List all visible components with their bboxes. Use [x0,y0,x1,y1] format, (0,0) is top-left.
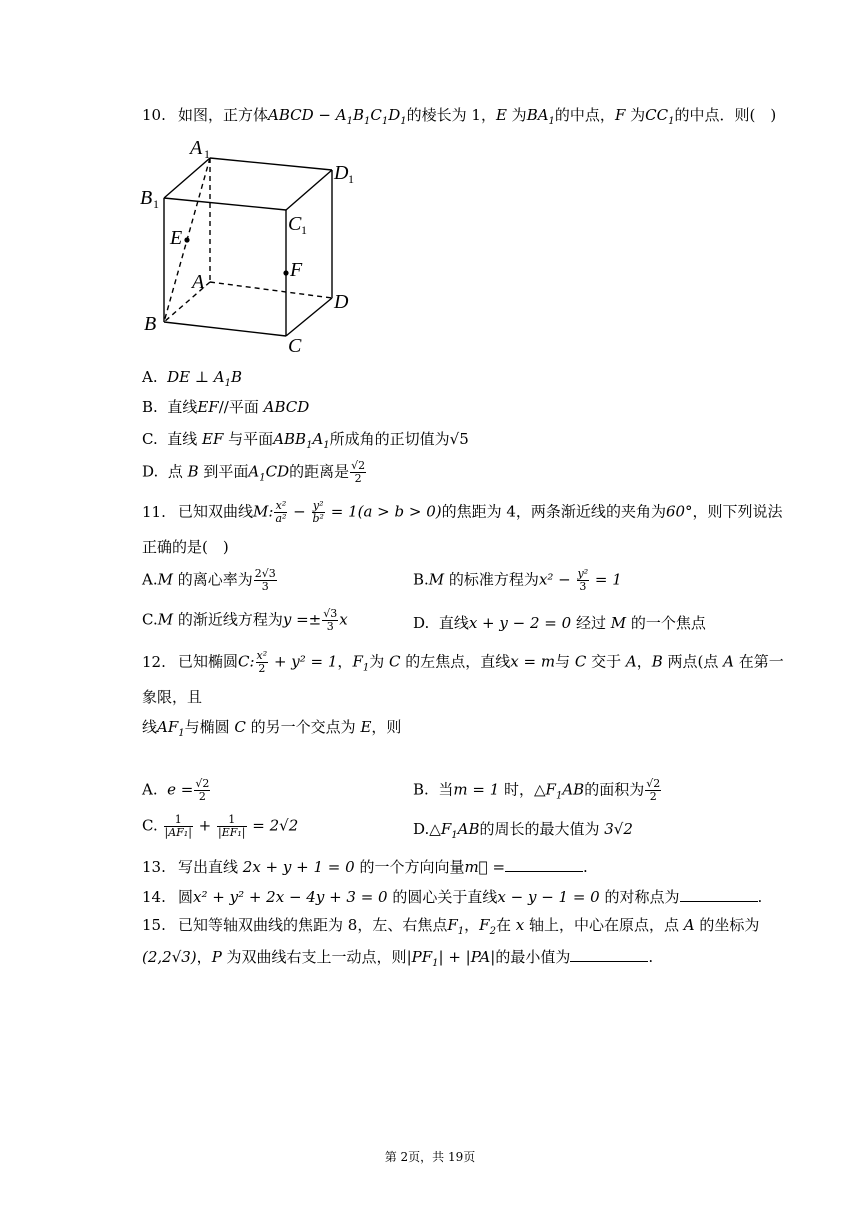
q14-text: 的对称点为 [599,888,680,906]
option-math: m = 1 [453,780,500,799]
q12-text: ，则 [371,718,402,736]
q10-option-d: D. 点 B 到平面$A_1CD$的距离是 $\frac{√2}{2}$ [142,459,366,485]
q12-text: 与椭圆 [184,718,235,736]
q10-math: BA [526,106,549,124]
q10-text: 为 [506,106,527,124]
q12-math: A [723,652,735,671]
label-sub: 1 [204,147,210,161]
q13-math: 2x + y + 1 = 0 [242,858,355,876]
option-math: B [187,462,199,481]
q12-text: 与 [555,652,575,671]
q12-option-a [142,778,211,808]
q10-text: 为 [625,106,646,124]
q14-text: 圆 [178,888,194,906]
q13-text: . [583,858,588,876]
option-label: A. [142,570,158,589]
q12-option-d: $D.\triangle F_1AB$的周长的最大值为 3√2 [413,820,633,841]
q12-option-b: B. 当m = 1 时，$\triangle F_1AB$的面积为 $\frac{√2}{2}$ [413,777,661,803]
q12-math: A [625,652,637,671]
option-label: B. [413,780,429,799]
option-label: A. [142,368,158,386]
option-label: B. [413,570,429,589]
q12-math: x = m [510,652,556,671]
option-math: M [428,570,445,589]
q10-text: 如图，正方体 [178,106,269,124]
option-math: x [339,610,348,629]
label-d: D [334,291,349,313]
label-sub: 1 [348,172,354,186]
option-text: 的周长的最大值为 [479,820,605,838]
option-text: △ [429,820,441,838]
q11-text: ，则下列说法 [692,502,783,521]
option-math: M [157,570,173,589]
q15-math: |PF [406,948,433,966]
option-math: x + y − 2 = 0 [468,614,572,632]
q15-math: (2,2√3) [142,948,197,966]
q12-number: 12. [142,652,166,671]
q11-stem-line2: 正确的是( ) [142,538,229,556]
q11-option-b [413,568,622,598]
q11-math: − [288,502,311,521]
fraction: $\frac{√2}{2}$ [195,777,210,803]
answer-blank[interactable] [505,857,583,872]
label-b: B [144,313,157,335]
q14-text: 的圆心关于直线 [387,888,498,906]
option-text: 时，△ [499,780,546,799]
fraction: $\frac{\text{y²}}{3}$ [577,567,589,593]
option-math: ABB [273,430,307,448]
q12-text: 交于 [586,652,626,671]
q14 [142,886,762,908]
q11-text: 的焦距为 4，两条渐近线的夹角为 [441,502,666,521]
fraction: $\frac{\text{x²}}{2}$ [256,649,268,675]
q11-number: 11. [142,502,166,521]
q15-math: F [479,916,490,934]
q12-math: B [651,652,663,671]
fraction: $\frac{\text{y²}}{\text{b²}}$ [312,499,324,525]
q15-text: 已知等轴双曲线的焦距为 8，左、右焦点 [178,916,448,934]
q15-math: x [515,916,525,934]
option-math: M [610,614,627,632]
option-math: ABCD [263,398,310,416]
option-text: 经过 [571,614,611,632]
q15-math: A [683,916,695,934]
q15-math: F [447,916,458,934]
q12-math: F [352,652,363,671]
option-text: 直线 [167,430,203,448]
option-math: AB [457,820,480,838]
q13-number: 13. [142,858,166,876]
q13-math: m⃗ [464,858,488,876]
q10-math: F [614,106,626,124]
q12-text: 为 [369,652,390,671]
q12-text: 在第一 [734,652,784,671]
q10-text: 的中点， [554,106,615,124]
point-e [184,237,189,242]
option-math: 3√2 [604,820,633,838]
q10-text: 的棱长为 1， [406,106,496,124]
q11-math: 60° [665,502,693,521]
option-text: 点 [167,462,188,481]
q12-text: 的左焦点，直线 [400,652,511,671]
option-math: x² − [538,570,576,589]
option-math: F [440,820,452,838]
option-text: 的一个焦点 [626,614,706,632]
option-math: y =± [282,610,322,629]
option-math: EF [197,398,219,416]
q15-text: 轴上，中心在原点，点 [524,916,684,934]
option-math: AB [562,780,585,799]
fraction: $\frac{1}{\text{|AF₁|}}$ [164,813,192,839]
q12-math: C [574,652,587,671]
q11-math: M: [253,502,274,521]
q11-option-c [142,608,348,638]
q13-text: 写出直线 [178,858,243,876]
q10-option-b [142,396,309,418]
option-math: DE ⊥ A [167,368,225,386]
option-text: //平面 [218,398,264,416]
page-footer: 第 2页，共 19页 [384,1150,476,1164]
q15: 15. 已知等轴双曲线的焦距为 8，左、右焦点$F_1$，$F_2$在 x 轴上，中心在原点，点 A 的坐标为 [142,916,760,937]
q15-line2: (2,2√3)，P 为双曲线右支上一动点，则$|PF_1| + |PA|$的最小值为 . [142,948,654,969]
q15-text: 的坐标为 [694,916,760,934]
option-math: A [312,430,324,448]
option-math: CD [265,462,290,481]
option-label: D. [413,820,430,838]
option-text: 当 [438,780,454,799]
label-d1: D [334,162,349,184]
q12-math: + y² = 1 [269,652,338,671]
label-sub: 1 [301,223,307,237]
fraction: $\frac{√2}{2}$ [351,459,366,485]
cube-figure [138,132,368,362]
option-text: 所成角的正切值为√5 [329,430,469,448]
label-a: A [192,271,205,293]
q12-text: 已知椭圆 [178,652,239,671]
label-c: C [288,335,302,357]
answer-blank[interactable] [570,947,648,962]
answer-blank[interactable] [680,887,758,902]
option-label: B. [142,398,158,416]
q15-number: 15. [142,916,166,934]
q12-option-c [142,814,298,844]
q11-text: 已知双曲线 [178,502,254,521]
fraction: $\frac{1}{\text{|EF₁|}}$ [218,813,246,839]
q10-number: 10. [142,106,166,124]
q12-text: 的另一个交点为 [245,718,361,736]
option-label: C. [142,816,158,835]
q12-math: C [234,718,246,736]
q11-option-a [142,568,278,598]
label-a1: A [190,137,203,159]
option-text: 的面积为 [584,780,645,799]
q14-math: x − y − 1 = 0 [497,888,600,906]
fraction: $\frac{\text{x²}}{\text{a²}}$ [275,499,287,525]
option-math: EF [202,430,224,448]
option-math: e = [167,780,194,799]
fraction: $\frac{2√3}{3}$ [254,567,276,593]
fraction: $\frac{√2}{2}$ [646,777,661,803]
option-math: A [248,462,260,481]
q12-stem-line3: 线$AF_1$与椭圆 C 的另一个交点为 E，则 [142,718,402,739]
q14-number: 14. [142,888,166,906]
option-math: B [230,368,243,386]
q11-option-d [413,612,706,634]
q10-stem: 10. 如图，正方体ABCD − $A_1B_1C_1D_1$的棱长为 1，E 为$BA_1$的中点，F 为$CC_1$的中点．则( ) [142,106,777,127]
option-text: 的渐近线方程为 [173,610,283,629]
option-text: 的距离是 [289,462,350,481]
option-math: F [545,780,556,799]
q10-text: 的中点．则( ) [674,106,777,124]
label-f: F [290,259,303,281]
q10-math: E [495,106,507,124]
q15-text: 的最小值为 [495,948,571,966]
option-text: 到平面 [198,462,249,481]
option-math: M [157,610,174,629]
option-label: D. [142,462,159,481]
q13-math: = [487,858,506,876]
q12-text: ， [636,652,652,671]
q15-text: 为双曲线右支上一动点，则 [221,948,407,966]
q15-text: ， [196,948,212,966]
option-label: C. [142,610,158,629]
option-label: A. [142,780,158,799]
option-math: + [193,816,217,835]
q12-math: E [360,718,372,736]
q13-text: 的一个方向向量 [354,858,465,876]
option-text: 与平面 [223,430,274,448]
option-text: 的标准方程为 [444,570,539,589]
option-math: = 1 [590,570,622,589]
q15-text: 在 [495,916,516,934]
q12-text: 线 [142,718,158,736]
q12-text: 两点(点 [662,652,724,671]
option-math: = 2√2 [247,816,299,835]
q11-math: = 1(a > b > 0) [325,502,442,521]
q15-math: | + |PA| [438,948,496,966]
q12-math: C: [238,652,255,671]
q15-math: P [211,948,222,966]
label-b1: B [140,187,153,209]
label-sub: 1 [153,197,159,211]
label-e: E [170,227,183,249]
q12-math: C [389,652,401,671]
label-c1: C [288,213,302,235]
option-label: C. [142,430,158,448]
q12-text: ， [337,652,353,671]
q12-stem: 12. 已知椭圆C: $\frac{\text{x²}}{2}$ + y² = 1，$F_1$为 C 的左焦点，直线x = m与 C 交于 A，B 两点(点 A 在第一 [142,649,784,675]
q12-math: AF [157,718,179,736]
option-label: D. [413,614,430,632]
q10-option-a: A. DE ⊥ $A_1B$ [142,368,243,389]
q11-stem [142,500,783,530]
q15-text: ， [464,916,480,934]
q14-math: x² + y² + 2x − 4y + 3 = 0 [193,888,388,906]
q12-stem-line2: 象限，且 [142,688,203,706]
option-text: 的离心率为 [172,570,253,589]
option-text: 直线 [167,398,198,416]
q10-math: ABCD − A [268,106,347,124]
q10-math: CC [645,106,669,124]
option-text: 直线 [438,614,469,632]
q15-text: . [648,948,654,966]
fraction: $\frac{√3}{3}$ [323,607,338,633]
q10-option-c: C. 直线 EF 与平面$ABB_1A_1$所成角的正切值为√5 [142,430,469,451]
point-f [283,270,288,275]
q13 [142,856,588,878]
q14-text: . [757,888,763,906]
